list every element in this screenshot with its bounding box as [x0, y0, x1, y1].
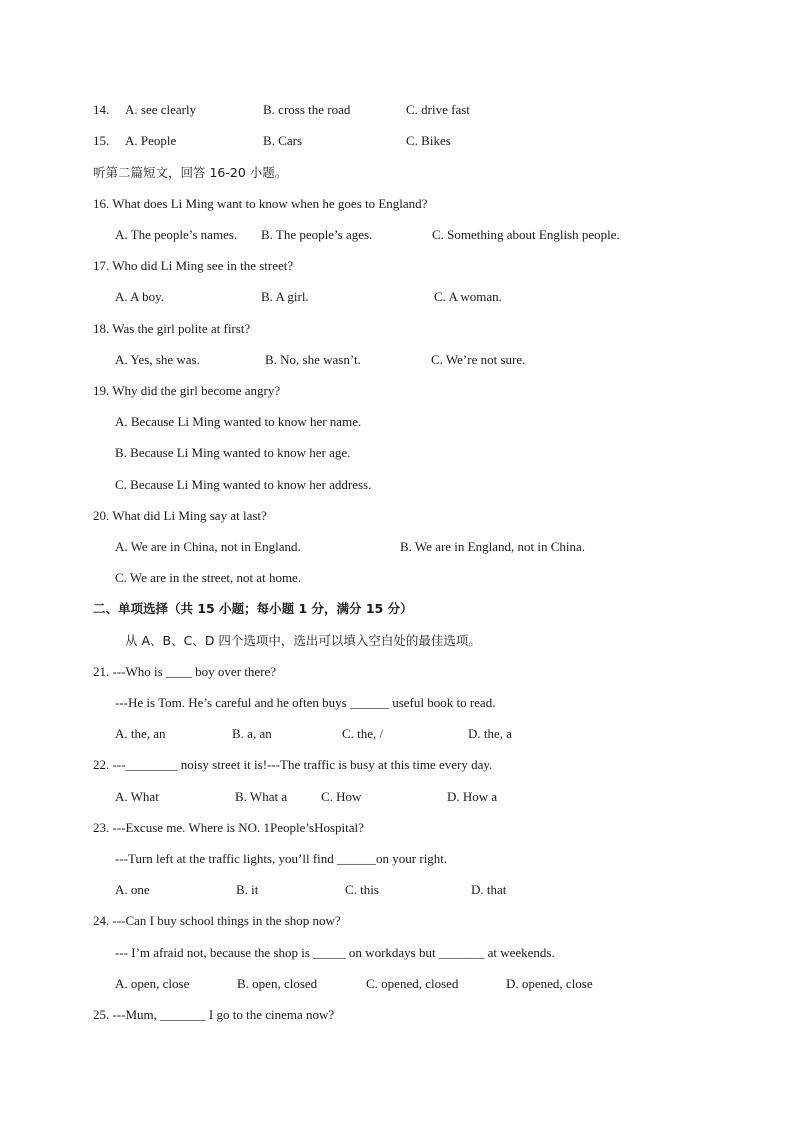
q15-number: 15. [93, 133, 110, 148]
q24-line2: --- I’m afraid not, because the shop is _____ on workdays but _______ at weekends. [115, 945, 555, 960]
q19-option-a: A. Because Li Ming wanted to know her name. [115, 414, 362, 429]
q17-option-c: C. A woman. [434, 289, 502, 304]
q14-option-b: B. cross the road [263, 102, 351, 117]
q22-line1: 22. ---________ noisy street it is!---The traffic is busy at this time every day. [93, 757, 493, 772]
q15-option-b: B. Cars [263, 133, 302, 148]
q16-stem: 16. What does Li Ming want to know when he goes to England? [93, 196, 428, 211]
section2-title: 二、单项选择（共 15 小题；每小题 1 分，满分 15 分） [93, 601, 413, 616]
q20-option-c: C. We are in the street, not at home. [115, 570, 302, 585]
q21-option-c: C. the, / [342, 726, 384, 741]
q18-option-c: C. We’re not sure. [431, 352, 526, 367]
q15-option-a: A. People [125, 133, 177, 148]
q14-number: 14. [93, 102, 110, 117]
q14-option-c: C. drive fast [406, 102, 470, 117]
q23-option-a: A. one [115, 882, 150, 897]
q24-option-d: D. opened, close [506, 976, 593, 991]
q16-option-c: C. Something about English people. [432, 227, 620, 242]
section2-instruction: 从 A、B、C、D 四个选项中，选出可以填入空白处的最佳选项。 [125, 633, 481, 648]
q22-option-a: A. What [115, 789, 159, 804]
q20-option-a: A. We are in China, not in England. [115, 539, 301, 554]
q16-option-b: B. The people’s ages. [261, 227, 373, 242]
q23-line1: 23. ---Excuse me. Where is NO. 1People’sHospital? [93, 820, 364, 835]
q19-option-b: B. Because Li Ming wanted to know her age. [115, 445, 351, 460]
q23-line2: ---Turn left at the traffic lights, you’ll find ______on your right. [115, 851, 448, 866]
q24-option-b: B. open, closed [237, 976, 318, 991]
q17-stem: 17. Who did Li Ming see in the street? [93, 258, 294, 273]
q23-option-d: D. that [471, 882, 507, 897]
q18-stem: 18. Was the girl polite at first? [93, 321, 251, 336]
q21-option-a: A. the, an [115, 726, 166, 741]
q19-stem: 19. Why did the girl become angry? [93, 383, 281, 398]
q18-option-b: B. No, she wasn’t. [265, 352, 361, 367]
q21-option-d: D. the, a [468, 726, 513, 741]
q18-option-a: A. Yes, she was. [115, 352, 200, 367]
q24-line1: 24. ---Can I buy school things in the shop now? [93, 913, 341, 928]
q22-option-b: B. What a [235, 789, 288, 804]
q25-line1: 25. ---Mum, _______ I go to the cinema now? [93, 1007, 335, 1022]
q20-option-b: B. We are in England, not in China. [400, 539, 586, 554]
passage2-instruction: 听第二篇短文，回答 16-20 小题。 [93, 165, 288, 180]
q23-option-b: B. it [236, 882, 259, 897]
q21-line1: 21. ---Who is ____ boy over there? [93, 664, 277, 679]
q21-option-b: B. a, an [232, 726, 272, 741]
q17-option-b: B. A girl. [261, 289, 309, 304]
q22-option-c: C. How [321, 789, 362, 804]
q21-line2: ---He is Tom. He’s careful and he often buys ______ useful book to read. [115, 695, 496, 710]
q15-option-c: C. Bikes [406, 133, 451, 148]
q16-option-a: A. The people’s names. [115, 227, 238, 242]
q14-option-a: A. see clearly [125, 102, 197, 117]
q22-option-d: D. How a [447, 789, 498, 804]
q24-option-c: C. opened, closed [366, 976, 459, 991]
q24-option-a: A. open, close [115, 976, 190, 991]
q23-option-c: C. this [345, 882, 379, 897]
q19-option-c: C. Because Li Ming wanted to know her address. [115, 477, 372, 492]
q17-option-a: A. A boy. [115, 289, 164, 304]
q20-stem: 20. What did Li Ming say at last? [93, 508, 267, 523]
